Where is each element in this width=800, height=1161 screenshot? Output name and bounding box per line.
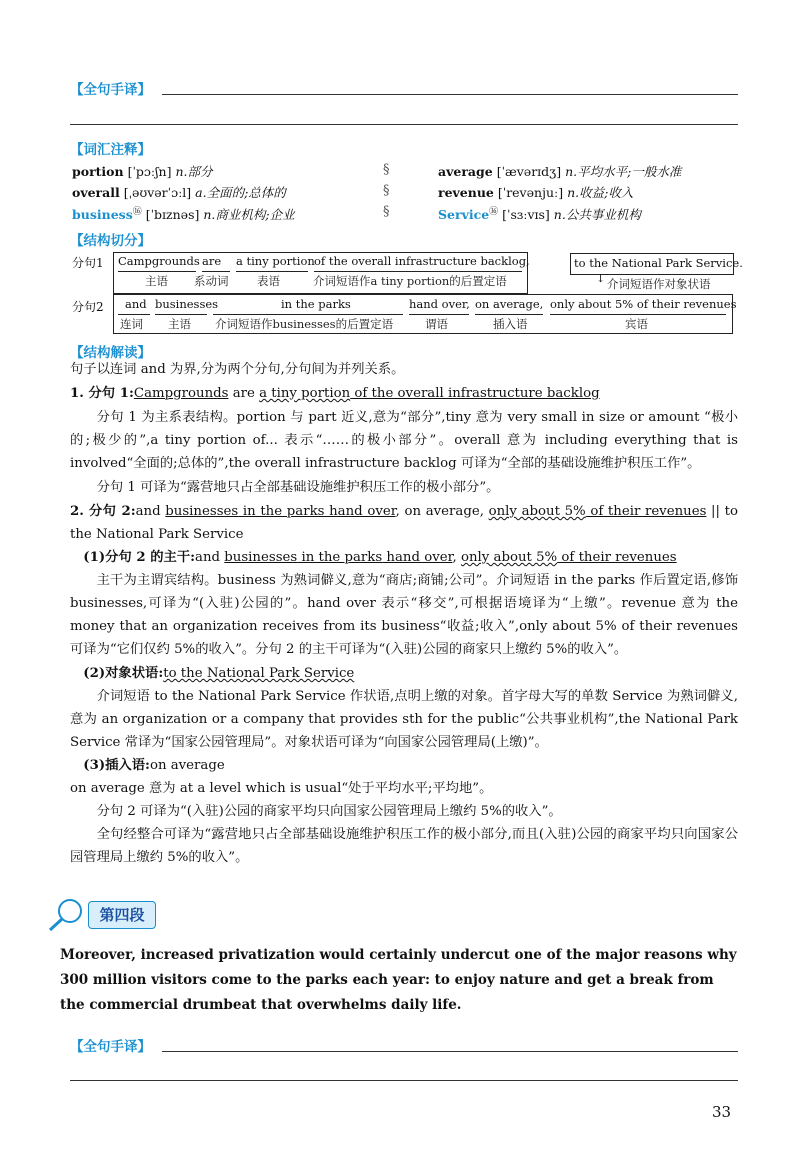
magnifier-icon — [46, 896, 88, 934]
tag: 介词短语作businesses的后置定语 — [215, 317, 394, 331]
vocab-item: revenue [ˈrevənjuː] n.收益;收入 — [438, 185, 634, 200]
segment: are — [202, 254, 222, 268]
paragraph: on average 意为 at a level which is usual“处于平均水平;平均地”。 — [70, 781, 493, 796]
analysis-label: 【结构解读】 — [70, 345, 151, 361]
segment: on average, — [475, 297, 544, 311]
clause1-heading: 1. 分句 1:Campgrounds are a tiny portion of the overall infrastructure backlog — [70, 386, 600, 401]
vocab-item: portion [ˈpɔːʃn] n.部分 — [72, 164, 213, 179]
paragraph: 介词短语 to the National Park Service 作状语,点明上缴的对象。首字母大写的单数 Service 为熟词僻义,意为 an organization or a company that provides sth for the public“公共事业机构”,the National Park Service 常译为“国家公园管理局”。对象状语可译为“向国家公园管理局(上缴)”。 — [70, 689, 738, 750]
subheading: (1)分句 2 的主干:and businesses in the parks hand over, only about 5% of their revenues — [83, 550, 677, 565]
answer-line — [70, 124, 738, 125]
page-number: 33 — [712, 1103, 732, 1121]
intro-text: 句子以连词 and 为界,分为两个分句,分句间为并列关系。 — [70, 362, 405, 377]
tag: 连词 — [120, 317, 143, 331]
segment: Campgrounds — [118, 254, 200, 268]
translate-label-top: 【全句手译】 — [70, 82, 151, 98]
clause1-label: 分句1 — [72, 256, 104, 270]
subheading: (3)插入语:on average — [83, 758, 225, 773]
tag: 介词短语作a tiny portion的后置定语 — [313, 274, 507, 288]
vocab-item: Service⑯ [ˈsɜːvɪs] n.公共事业机构 — [438, 207, 641, 223]
segment: a tiny portion — [236, 254, 315, 268]
tag: 主语 — [168, 317, 191, 331]
subheading: (2)对象状语:to the National Park Service — [83, 666, 355, 681]
divider: § — [383, 183, 390, 198]
vocab-label: 【词汇注释】 — [70, 142, 151, 158]
vocab-item: overall [ˌəʊvərˈɔːl] a.全面的;总体的 — [72, 185, 286, 200]
divider: § — [383, 204, 390, 219]
tag: 介词短语作对象状语 — [607, 277, 711, 291]
segment: hand over, — [409, 297, 470, 311]
tag: 宾语 — [625, 317, 648, 331]
translate-label-bottom: 【全句手译】 — [70, 1039, 151, 1055]
paragraph: 分句 2 可译为“(入驻)公园的商家平均只向国家公园管理局上缴约 5%的收入”。 — [96, 804, 562, 819]
segment: of the overall infrastructure backlog, — [314, 254, 530, 268]
segment: to the National Park Service. — [574, 256, 743, 270]
segment: businesses — [155, 297, 219, 311]
paragraph: 主干为主谓宾结构。business 为熟词僻义,意为“商店;商铺;公司”。介词短语 in the parks 作后置定语,修饰 businesses,可译为“(入驻)公园的”。hand over 表示“移交”,可根据语境译为“上缴”。revenue 意为 the money that an organization receives from its business“收益;收入”,only about 5% of their revenues 可译为“它们仅约 5%的收入”。分句 2 的主干可译为“(入驻)公园的商家只上缴约 5%的收入”。 — [70, 573, 738, 657]
paragraph: 分句 1 可译为“露营地只占全部基础设施维护积压工作的极小部分”。 — [96, 480, 500, 495]
tag: 主语 — [145, 274, 168, 288]
passage-paragraph: Moreover, increased privatization would certainly undercut one of the major reasons why 300 million visitors come to the parks each year: to enjoy nature and get a break from the commercial drumbeat that overwhelms daily life. — [60, 947, 737, 1013]
paragraph: 分句 1 为主系表结构。portion 与 part 近义,意为“部分”,tiny 意为 very small in size or amount “极小的;极少的”,a tiny portion of... 表示“……的极小部分”。overall 意为 including everything that is involved“全面的;总体的”,the overall infrastructure backlog 可译为“全部的基础设施维护积压工作”。 — [70, 410, 738, 471]
vocab-item: average [ˈævərɪdʒ] n.平均水平;一般水准 — [438, 164, 682, 179]
vocab-item: business⑯ [ˈbɪznəs] n.商业机构;企业 — [72, 207, 295, 223]
segment: and — [125, 297, 147, 311]
answer-line — [162, 94, 738, 95]
clause2-label: 分句2 — [72, 300, 104, 314]
tag: 插入语 — [493, 317, 528, 331]
clause2-heading: 2. 分句 2:and businesses in the parks hand over, on average, only about 5% of their revenues || to the National Park Service — [70, 504, 739, 542]
section-title: 第四段 — [88, 901, 156, 929]
segment: in the parks — [281, 297, 351, 311]
tag: 谓语 — [425, 317, 448, 331]
tag: 系动词 — [194, 274, 229, 288]
arrow-down-icon: ↓ — [596, 272, 606, 285]
paragraph: 全句经整合可译为“露营地只占全部基础设施维护积压工作的极小部分,而且(入驻)公园的商家平均只向国家公园管理局上缴约 5%的收入”。 — [70, 827, 738, 865]
structure-label: 【结构切分】 — [70, 233, 151, 249]
segment: only about 5% of their revenues — [550, 297, 737, 311]
tag: 表语 — [257, 274, 280, 288]
answer-line — [162, 1051, 738, 1052]
answer-line — [70, 1080, 738, 1081]
divider: § — [383, 162, 390, 177]
